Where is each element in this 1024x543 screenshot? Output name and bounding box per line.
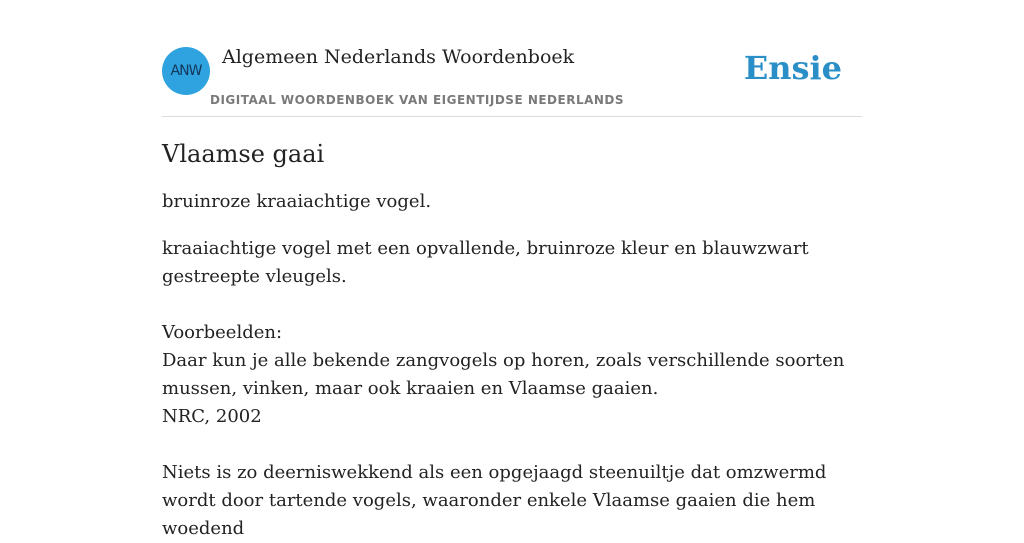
example-text: Daar kun je alle bekende zangvogels op horen, zoals verschillende soorten mussen, vinken, maar ook kraaien en Vlaamse gaaien.: [162, 350, 845, 399]
example-source: NRC, 2002: [162, 406, 262, 427]
site-header: [162, 40, 862, 117]
examples-label: Voorbeelden:: [162, 322, 283, 343]
site-subtitle: DIGITAAL WOORDENBOEK VAN EIGENTIJDSE NEDERLANDS: [210, 93, 625, 107]
example-text: Niets is zo deerniswekkend als een opgejaagd steenuiltje dat omzwermd wordt door tartende vogels, waaronder enkele Vlaamse gaaien die hem woedend: [162, 462, 827, 539]
long-definition: kraaiachtige vogel met een opvallende, bruinroze kleur en blauwzwart gestreepte vleugels.: [162, 238, 809, 287]
anw-logo[interactable]: [162, 47, 210, 95]
entry-headword: Vlaamse gaai: [162, 140, 325, 168]
site-title[interactable]: Algemeen Nederlands Woordenboek: [222, 46, 575, 68]
short-definition: bruinroze kraaiachtige vogel.: [162, 191, 432, 212]
entry-content: [162, 138, 862, 543]
logo-text: ANW: [170, 63, 202, 79]
ensie-brand-link[interactable]: Ensie: [743, 49, 842, 87]
